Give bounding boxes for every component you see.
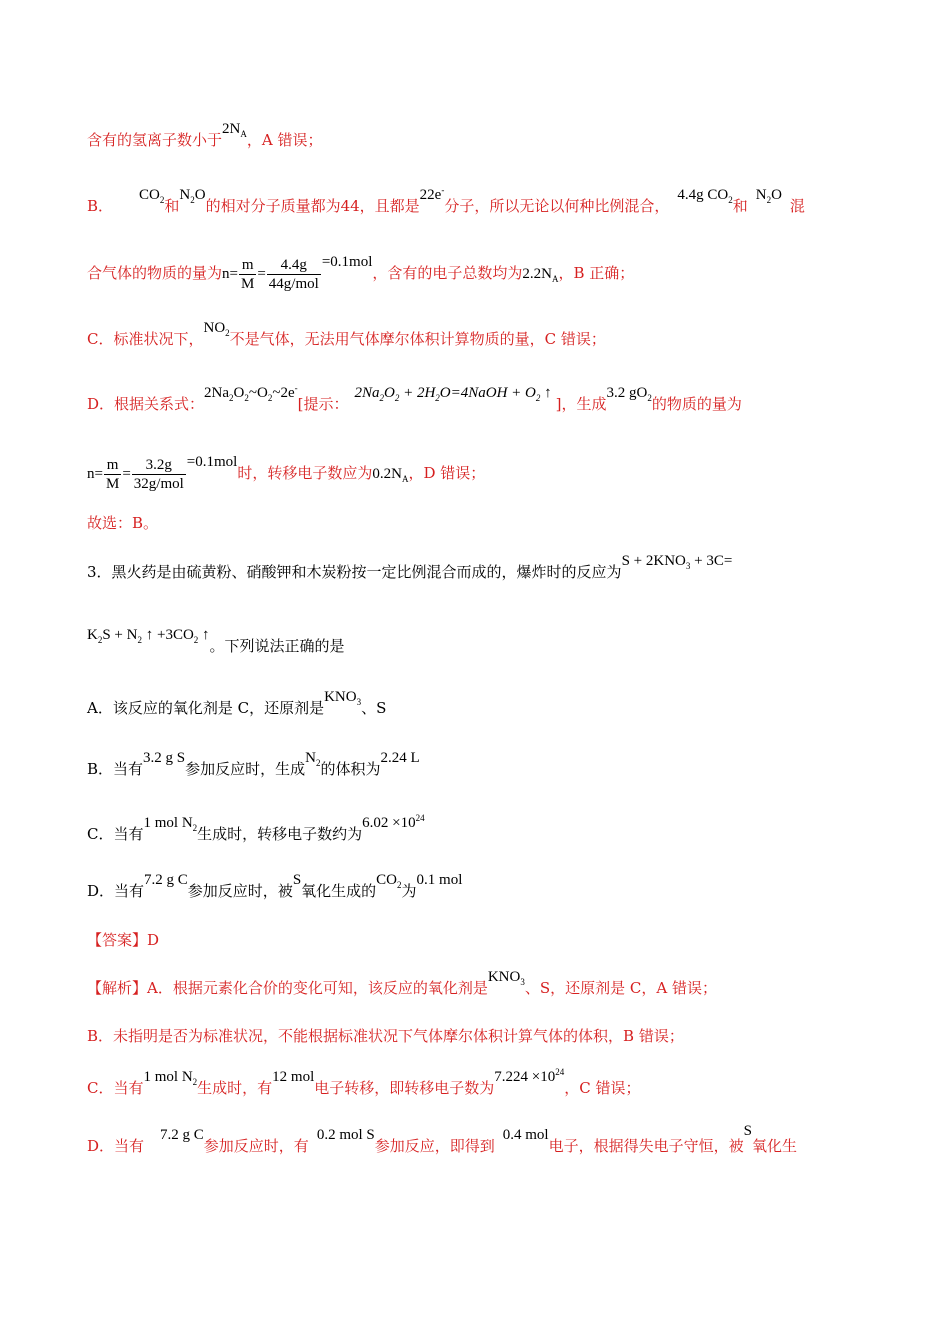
- text-line-b: [87, 185, 805, 222]
- text: 。下列说法正确的是: [209, 637, 345, 655]
- formula-2.24l: 2.24 L: [380, 750, 420, 766]
- option-c: [87, 813, 425, 850]
- formula-0.2na: $0.2N_A$: [372, 465, 409, 484]
- text: [提示：: [297, 395, 349, 413]
- formula-4.4g-co2: 4.4g $CO_2$: [677, 187, 733, 205]
- text: 时，转移电子数应为: [237, 463, 373, 482]
- text-line-e: [87, 513, 158, 533]
- formula-relation: $2Na_2O_2\sim O_2\sim 2e^-$: [204, 383, 298, 403]
- text: 和: [164, 197, 180, 215]
- formula-reaction-lhs: $S + 2KNO_3 + 3C=$: [621, 553, 733, 571]
- text-line-b2: [87, 253, 635, 293]
- text: 【解析】A．根据元素化合价的变化可知，该反应的氧化剂是: [87, 979, 488, 997]
- analysis-c: [87, 1067, 641, 1104]
- formula-n-eq-2: n= $\frac{m}{M}$ = $\frac{3.2g}{\text{32g/mol}}$ =0.1mol: [87, 453, 238, 492]
- formula-n2o: $N_2O$: [179, 187, 206, 205]
- text: 合气体的物质的量为: [87, 263, 223, 282]
- text: 参加反应时，有: [203, 1137, 309, 1155]
- text: 生成时，有: [197, 1079, 273, 1097]
- formula-reaction-rhs: $K_2S + N_2$ ↑ $+3CO_2$ ↑: [87, 627, 210, 645]
- text: C．标准状况下，: [87, 330, 204, 348]
- formula-0.1mol: 0.1 mol: [416, 872, 463, 888]
- formula-no2: $NO_2$: [203, 320, 230, 338]
- answer-line: [87, 930, 159, 950]
- text: 的物质的量为: [651, 395, 742, 413]
- formula-s: S: [292, 872, 302, 888]
- analysis-b: [87, 1026, 684, 1046]
- text-line-d2: [87, 453, 486, 493]
- formula-n2o-2: $N_2O$: [755, 187, 782, 205]
- formula-3.2go2: 3.2 $gO_2$: [606, 385, 652, 403]
- formula-co2-2: $CO_2$: [376, 872, 402, 890]
- text-line-c: [87, 320, 606, 355]
- analysis-a: [87, 969, 717, 1004]
- option-a: [87, 689, 387, 724]
- formula-0.2mols: 0.2 mol S: [316, 1127, 375, 1143]
- text: 的相对分子质量都为44，且都是: [205, 197, 420, 215]
- formula-22e: 22e-: [419, 185, 445, 203]
- text: 故选：B。: [87, 514, 159, 532]
- text: C．当有: [87, 1079, 144, 1097]
- text: 生成时，转移电子数约为: [197, 825, 363, 843]
- formula-0.4mol: 0.4 mol: [502, 1127, 549, 1143]
- text: B．: [87, 197, 114, 215]
- formula-kno3-2: $KNO_3$: [487, 969, 525, 987]
- text: 参加反应时，被: [187, 882, 293, 900]
- text: 、S: [361, 699, 387, 717]
- text: B．未指明是否为标准状况，不能根据标准状况下气体摩尔体积计算气体的体积，B 错误；: [87, 1027, 684, 1045]
- text: D．根据关系式：: [87, 395, 205, 413]
- formula-3.2gs: 3.2 g S: [143, 750, 186, 766]
- text: 电子，根据得失电子守恒，被: [548, 1137, 744, 1155]
- text: C．当有: [87, 825, 144, 843]
- formula-co2: $CO_2$: [139, 187, 165, 205]
- text-line-d: [87, 383, 742, 420]
- text-line-1: [87, 121, 323, 156]
- text: 氧化生: [751, 1137, 797, 1155]
- text: 混: [789, 197, 805, 215]
- formula-reaction: $2Na_2O_2$ + $2H_2O=4NaOH + O_2$ ↑: [354, 385, 552, 403]
- formula-12mol: 12 mol: [272, 1069, 315, 1085]
- text: A．该反应的氧化剂是 C，还原剂是: [87, 699, 325, 717]
- formula-2.2na: $2.2N_A$: [522, 265, 559, 284]
- formula-1moln2-2: 1 mol $N_2$: [143, 1069, 198, 1087]
- text: 含有的氢离子数小于: [87, 131, 223, 149]
- text: 电子转移，即转移电子数为: [314, 1079, 495, 1097]
- text: 参加反应时，生成: [185, 760, 306, 778]
- text: ]，生成: [555, 395, 607, 413]
- question-3-cont: [87, 627, 345, 662]
- formula-2na: $2N_A$: [222, 121, 247, 139]
- formula-s-2: S: [743, 1123, 752, 1139]
- formula-7.224e24: $7.224 \times 10^{24}$: [494, 1067, 565, 1085]
- formula-kno3: $KNO_3$: [324, 689, 362, 707]
- text: 【答案】D: [87, 931, 160, 949]
- text: 、S，还原剂是 C，A 错误；: [524, 979, 717, 997]
- text: ，含有的电子总数均为: [372, 263, 523, 282]
- text: 3．黑火药是由硫黄粉、硝酸钾和木炭粉按一定比例混合而成的，爆炸时的反应为: [87, 563, 622, 581]
- text: 和: [732, 197, 748, 215]
- text: 氧化生成的: [301, 882, 377, 900]
- text: ，A 错误；: [246, 131, 323, 149]
- text: D．当有: [87, 1137, 145, 1155]
- text: 参加反应，即得到: [374, 1137, 495, 1155]
- text: ，D 错误；: [408, 463, 486, 482]
- formula-6.02e24: $6.02 \times 10^{24}$: [362, 813, 425, 831]
- formula-n2: $N_2$: [305, 750, 321, 768]
- text: 不是气体，无法用气体摩尔体积计算物质的量，C 错误；: [229, 330, 606, 348]
- formula-7.2gc-2: 7.2 g C: [160, 1127, 204, 1143]
- text: 的体积为: [320, 760, 381, 778]
- formula-n-eq: n= $\frac{m}{M}$ = $\frac{4.4g}{\text{44g/mol}}$ =0.1mol: [222, 253, 373, 292]
- text: ，B 正确；: [558, 263, 635, 282]
- option-d: [87, 872, 463, 907]
- analysis-d: [87, 1123, 797, 1157]
- text: 为: [401, 882, 417, 900]
- formula-1moln2: 1 mol $N_2$: [143, 815, 198, 833]
- question-3: [87, 553, 733, 588]
- option-b: [87, 750, 420, 785]
- text: 分子，所以无论以何种比例混合，: [444, 197, 670, 215]
- text: B．当有: [87, 760, 144, 778]
- text: D．当有: [87, 882, 145, 900]
- text: ，C 错误；: [564, 1079, 641, 1097]
- formula-7.2gc: 7.2 g C: [144, 872, 188, 888]
